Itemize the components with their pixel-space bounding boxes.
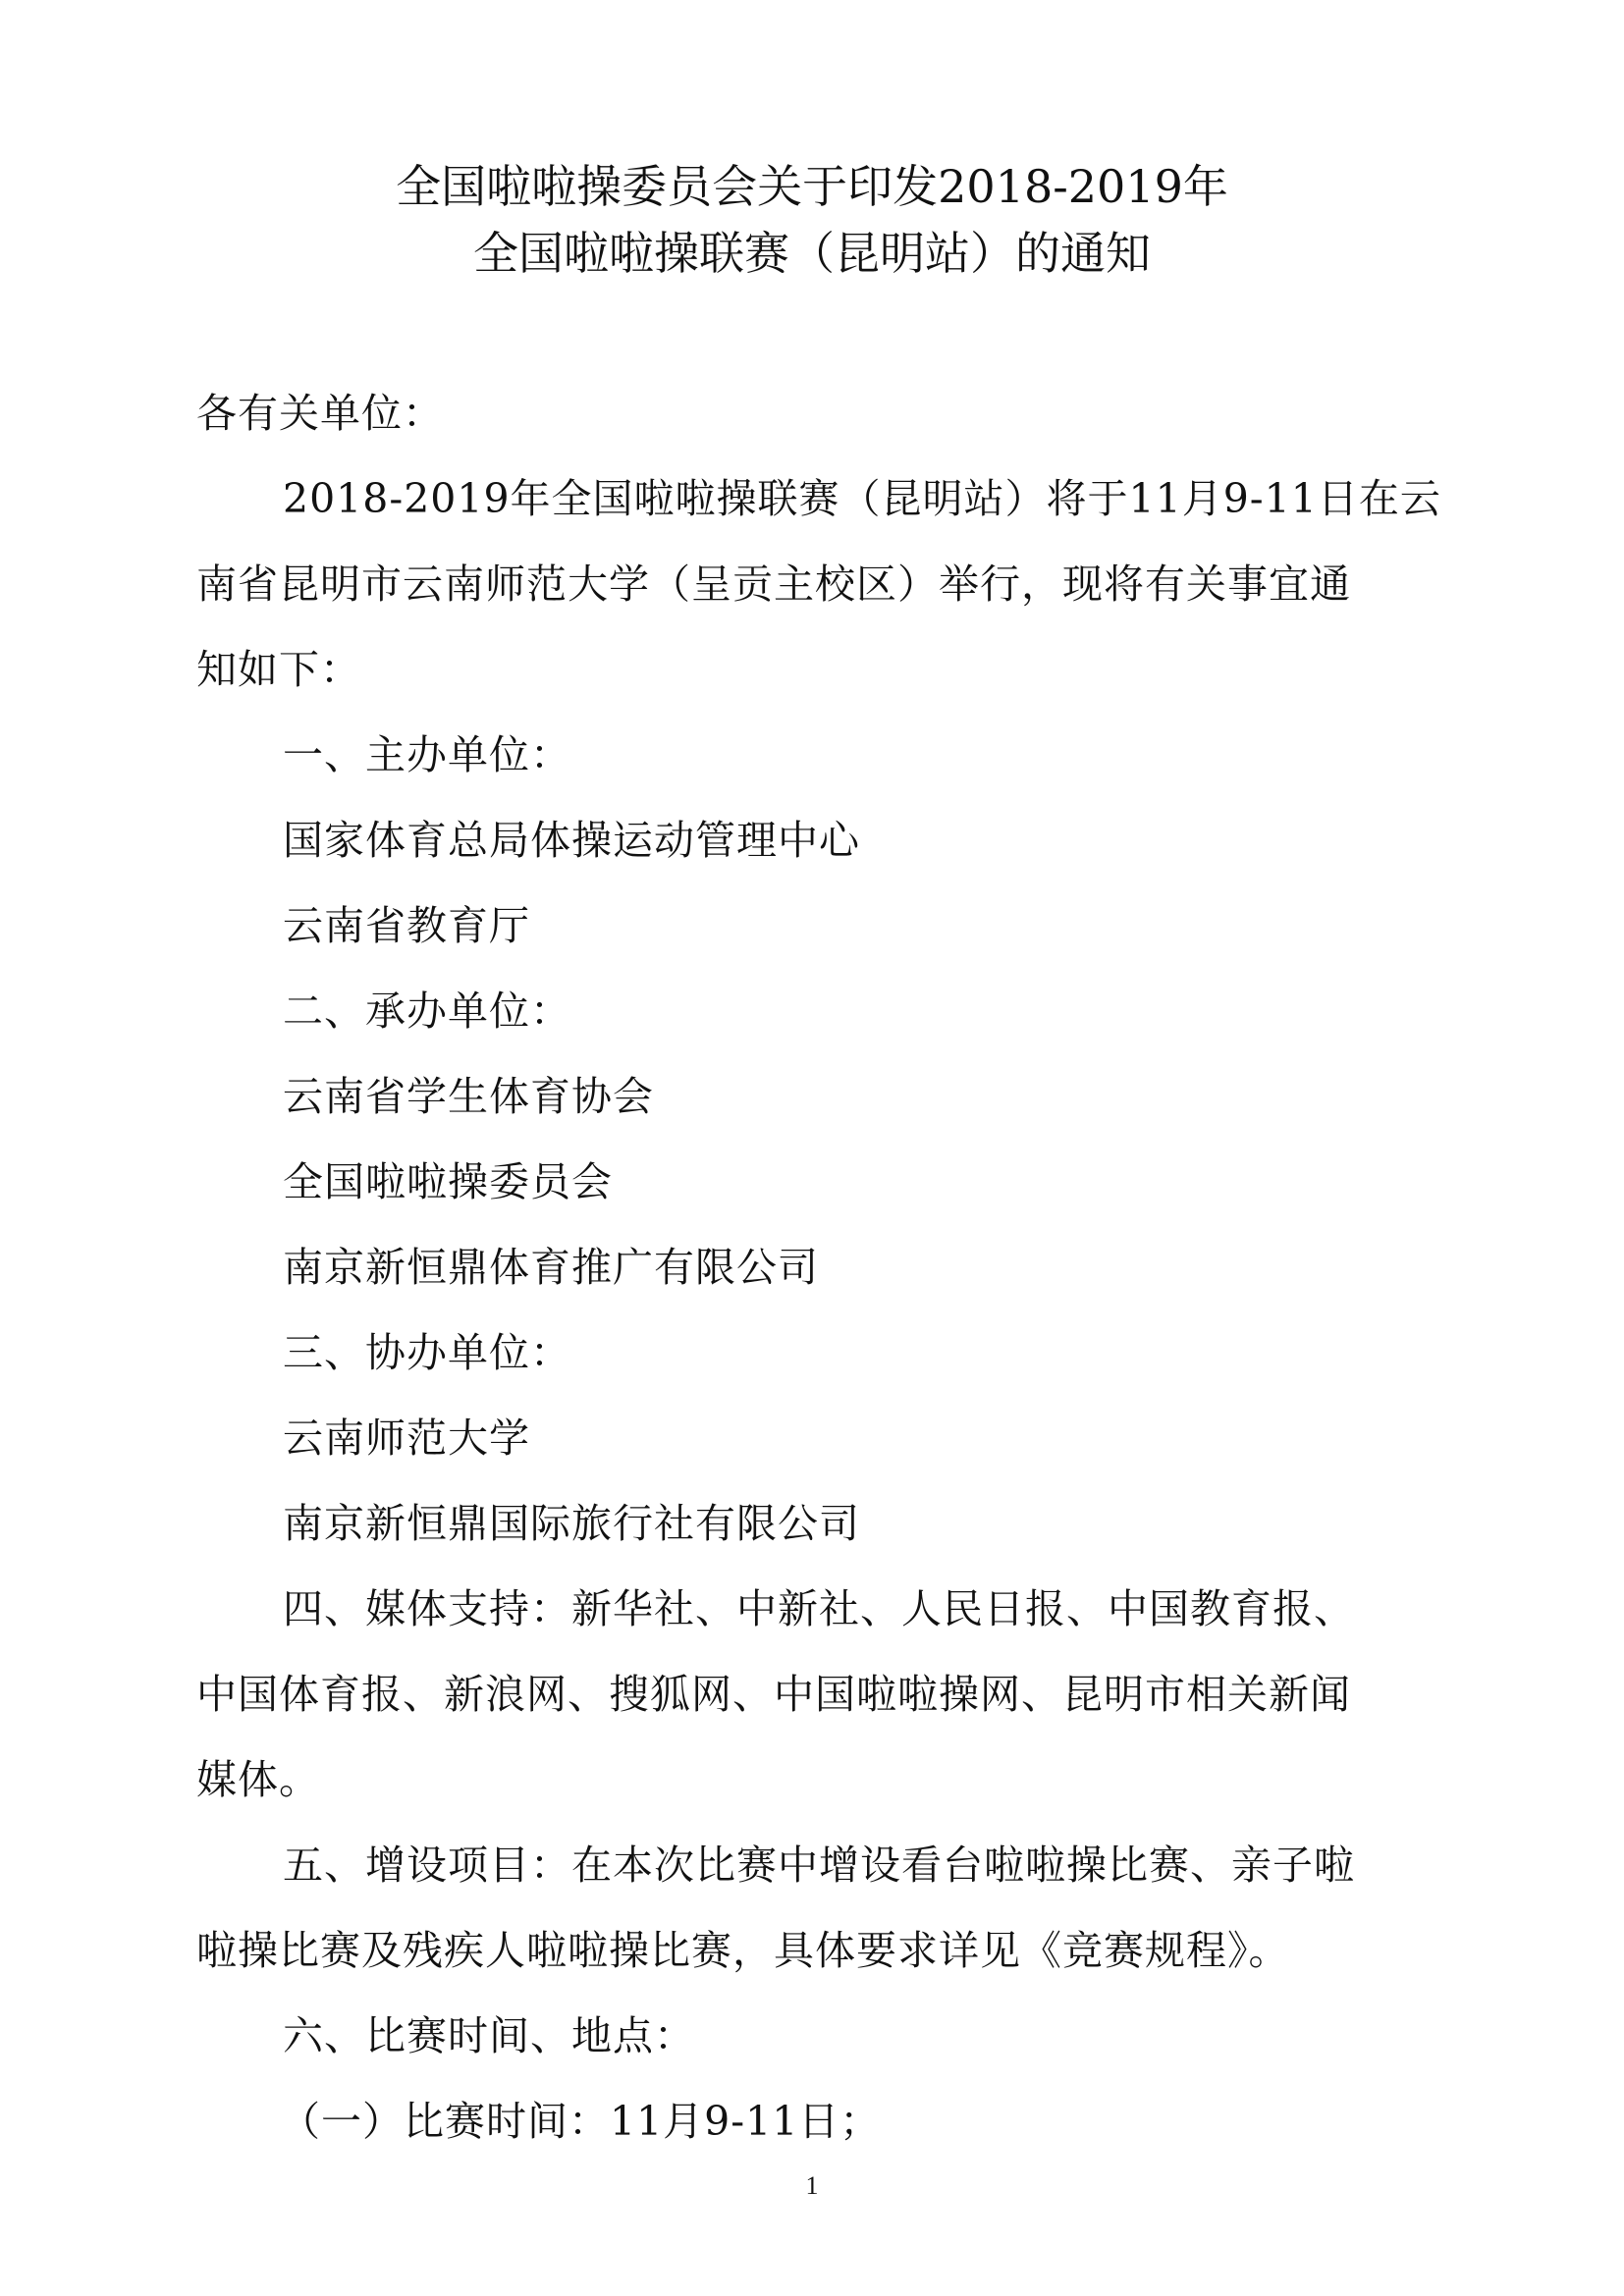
section-3-item: 南京新恒鼎国际旅行社有限公司 bbox=[283, 1500, 860, 1547]
section-2-heading: 二、承办单位： bbox=[283, 988, 571, 1035]
document-title-line-1: 全国啦啦操委员会关于印发2018-2019年 bbox=[396, 160, 1228, 213]
section-4-line-1: 四、媒体支持：新华社、中新社、人民日报、中国教育报、 bbox=[283, 1585, 1355, 1632]
section-2-item: 南京新恒鼎体育推广有限公司 bbox=[283, 1244, 819, 1291]
section-1-heading: 一、主办单位： bbox=[283, 731, 571, 778]
section-2-item: 云南省学生体育协会 bbox=[283, 1073, 654, 1120]
section-2-item: 全国啦啦操委员会 bbox=[283, 1158, 613, 1205]
section-5-line-1: 五、增设项目：在本次比赛中增设看台啦啦操比赛、亲子啦 bbox=[283, 1842, 1355, 1889]
intro-line-1: 2018-2019年全国啦啦操联赛（昆明站）将于11月9-11日在云 bbox=[283, 475, 1441, 522]
section-3-item: 云南师范大学 bbox=[283, 1415, 530, 1462]
section-4-line-3: 媒体。 bbox=[196, 1756, 320, 1803]
intro-line-2: 南省昆明市云南师范大学（呈贡主校区）举行，现将有关事宜通 bbox=[196, 561, 1351, 608]
section-6-heading: 六、比赛时间、地点： bbox=[283, 2012, 695, 2059]
document-title-line-2: 全国啦啦操联赛（昆明站）的通知 bbox=[473, 227, 1151, 280]
section-3-heading: 三、协办单位： bbox=[283, 1329, 571, 1376]
section-5-line-2: 啦操比赛及残疾人啦啦操比赛，具体要求详见《竞赛规程》。 bbox=[196, 1927, 1290, 1974]
section-1-item: 云南省教育厅 bbox=[283, 902, 530, 949]
salutation: 各有关单位： bbox=[196, 390, 444, 437]
section-1-item: 国家体育总局体操运动管理中心 bbox=[283, 817, 860, 864]
section-6-item-1: （一）比赛时间：11月9-11日； bbox=[280, 2098, 882, 2145]
page-number: 1 bbox=[805, 2171, 819, 2200]
section-4-line-2: 中国体育报、新浪网、搜狐网、中国啦啦操网、昆明市相关新闻 bbox=[196, 1671, 1351, 1718]
intro-line-3: 知如下： bbox=[196, 646, 361, 693]
